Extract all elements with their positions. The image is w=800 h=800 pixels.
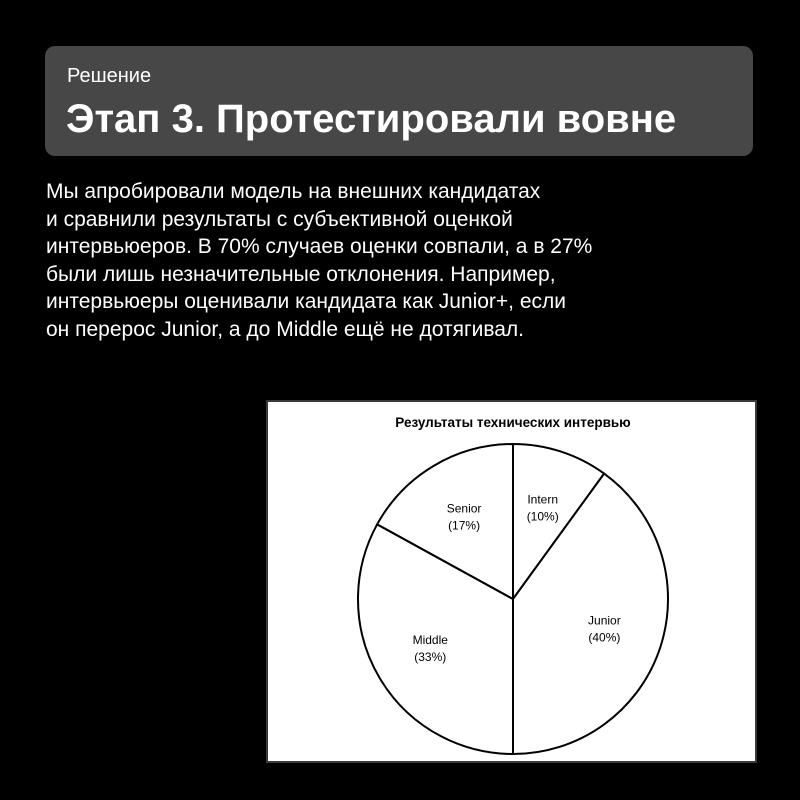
slice-label-junior: Junior [588,613,621,628]
pie-slices [358,444,668,754]
header-card [45,46,753,156]
pie-chart-panel [266,400,757,763]
slice-value-middle: (33%) [414,649,447,664]
pie-chart [268,402,755,761]
description-line: он перерос Junior, а до Middle ещё не дотягивал. [46,317,525,341]
slice-label-senior: Senior [446,501,482,516]
description-line: интервьюеры оценивали кандидата как Junior+, если [46,290,567,313]
description-line: интервьюеров. В 70% случаев оценки совпали, а в 27% [46,235,593,258]
slice-label-middle: Middle [412,632,448,647]
description-line: были лишь незначительные отклонения. Например, [46,262,556,286]
slice-value-junior: (40%) [588,630,621,645]
chart-title: Результаты технических интервью [395,415,631,430]
slice-value-intern: (10%) [526,509,559,524]
slice-value-senior: (17%) [448,518,481,533]
description-line: Мы апробировали модель на внешних кандидатах [46,180,541,203]
section-label: Решение [67,65,152,87]
description-paragraph [46,178,736,343]
description-line: и сравнили результаты с субъективной оценкой [46,207,513,231]
page-title: Этап 3. Протестировали вовне [66,97,677,141]
slice-label-intern: Intern [527,492,559,507]
